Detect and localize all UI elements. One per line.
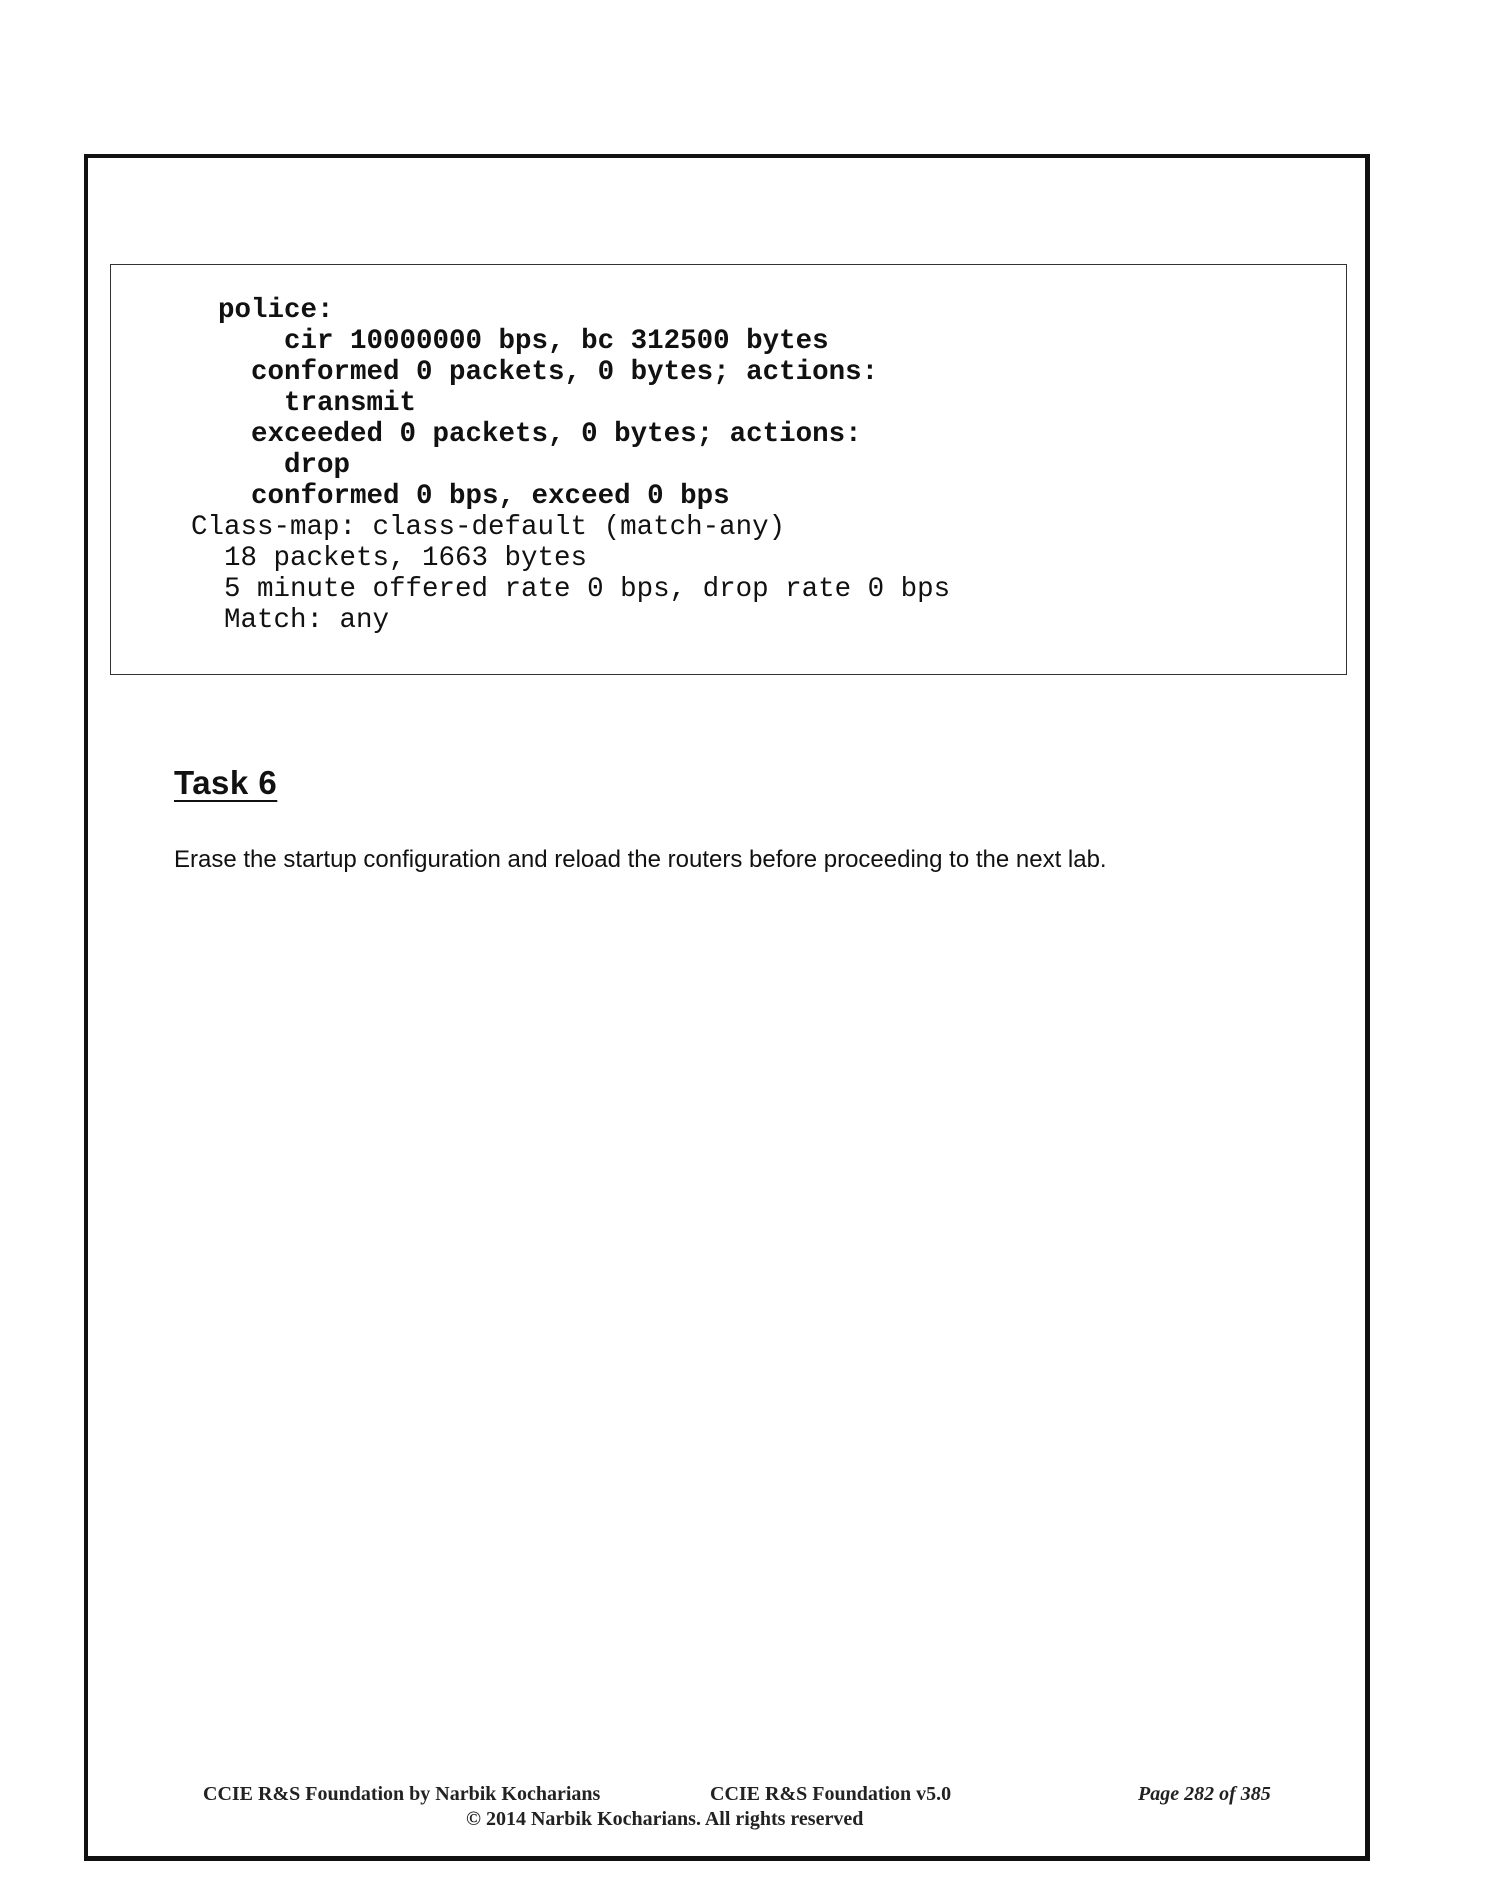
task-heading: Task 6 <box>174 764 278 801</box>
code-line: exceeded 0 packets, 0 bytes; actions: <box>185 419 862 450</box>
footer-copyright: © 2014 Narbik Kocharians. All rights reserved <box>466 1808 864 1830</box>
footer-title: CCIE R&S Foundation v5.0 <box>710 1783 952 1805</box>
code-output-box <box>110 264 1347 675</box>
code-line: Class-map: class-default (match-any) <box>191 512 786 543</box>
code-line: drop <box>185 450 351 481</box>
code-line: conformed 0 packets, 0 bytes; actions: <box>185 357 879 388</box>
code-line: Match: any <box>191 605 390 636</box>
code-line: cir 10000000 bps, bc 312500 bytes <box>185 326 829 357</box>
code-line: transmit <box>185 388 417 419</box>
task-instruction: Erase the startup configuration and reload the routers before proceeding to the next lab. <box>174 846 1107 873</box>
code-line: conformed 0 bps, exceed 0 bps <box>185 481 730 512</box>
code-line: police: <box>185 295 334 326</box>
code-line: 5 minute offered rate 0 bps, drop rate 0 bps <box>191 574 951 605</box>
footer-author: CCIE R&S Foundation by Narbik Kocharians <box>203 1783 601 1805</box>
footer-page-number: Page 282 of 385 <box>1138 1783 1271 1805</box>
code-line: 18 packets, 1663 bytes <box>191 543 588 574</box>
